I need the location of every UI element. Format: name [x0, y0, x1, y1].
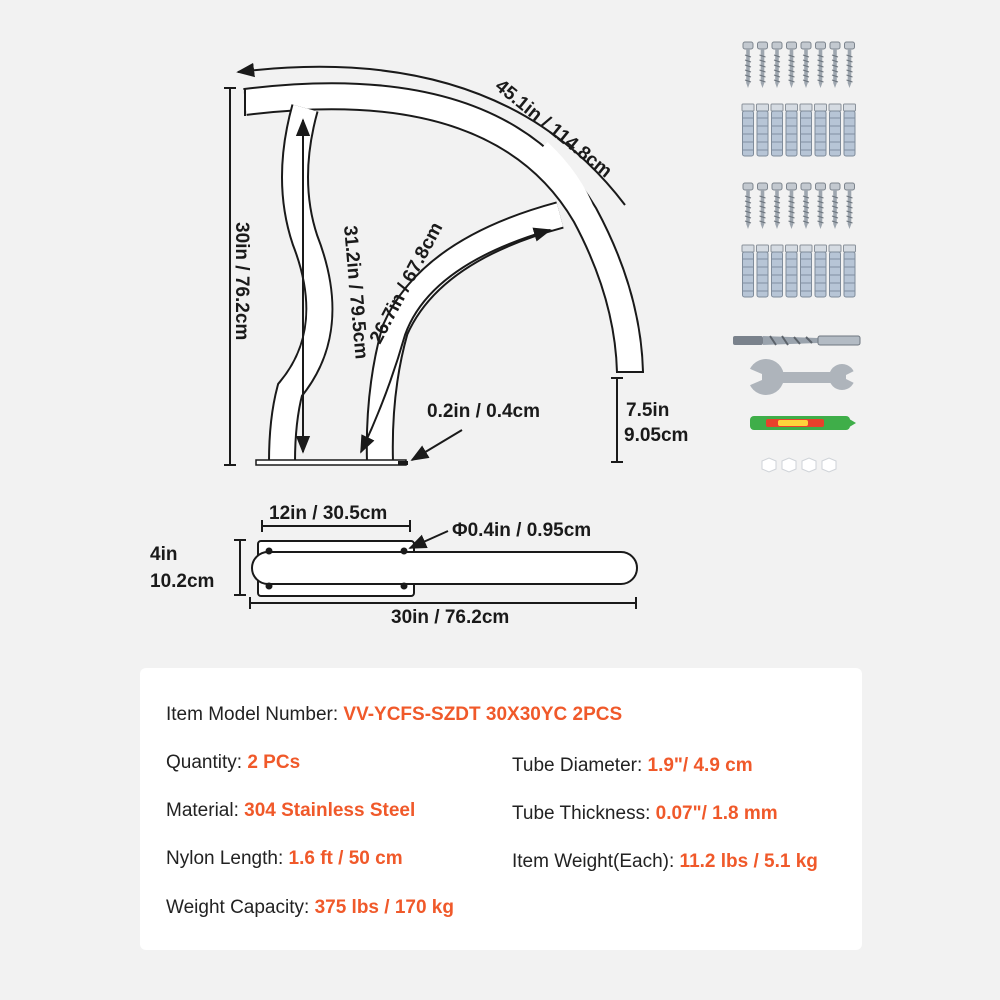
- wall-anchors-set-1: [742, 104, 856, 156]
- anchor-icon: [844, 245, 856, 297]
- lag-screws-set-2: [743, 183, 855, 229]
- screw-icon: [772, 42, 782, 88]
- railing-base-plate: [256, 460, 406, 465]
- spec-model-label: Item Model Number:: [166, 704, 344, 725]
- screw-icon: [845, 183, 855, 229]
- screw-icon: [758, 183, 768, 229]
- anchor-icon: [742, 245, 754, 297]
- rail-tube-top-view: [252, 552, 637, 584]
- spec-quantity-value: 2 PCs: [247, 752, 301, 773]
- mount-hole: [401, 548, 408, 555]
- dim-height: 30in / 76.2cm: [231, 222, 252, 341]
- dim-plate-thickness: 0.2in / 0.4cm: [427, 401, 541, 422]
- anchor-icon: [844, 104, 856, 156]
- spec-tube-diameter-value: 1.9"/ 4.9 cm: [647, 755, 753, 776]
- spec-tube-thickness: [512, 803, 778, 825]
- screw-icon: [816, 42, 826, 88]
- lag-screws-set-1: [743, 42, 855, 88]
- dim-arc-length: 45.1in / 114.8cm: [490, 75, 616, 183]
- anchor-icon: [800, 245, 812, 297]
- screw-icon: [801, 183, 811, 229]
- spec-model-value: VV-YCFS-SZDT 30X30YC 2PCS: [343, 704, 623, 725]
- mount-hole: [401, 583, 408, 590]
- spec-material-label: Material:: [166, 800, 245, 821]
- anchor-icon: [829, 104, 841, 156]
- spec-material: [166, 800, 415, 822]
- dim-plate-length: 12in / 30.5cm: [269, 503, 388, 524]
- spec-item-weight-label: Item Weight(Each):: [512, 851, 680, 872]
- dim-brace-length: 26.7in / 67.8cm: [365, 219, 448, 348]
- cap-icon: [762, 458, 836, 472]
- mount-hole: [266, 548, 273, 555]
- anchor-icon: [829, 245, 841, 297]
- wall-anchors-set-2: [742, 245, 856, 297]
- screw-icon: [743, 42, 753, 88]
- dim-end-height-top: 7.5in: [626, 400, 670, 421]
- screw-icon: [816, 183, 826, 229]
- spec-nylon-length-value: 1.6 ft / 50 cm: [288, 848, 403, 869]
- screw-icon: [787, 42, 797, 88]
- screw-icon: [845, 42, 855, 88]
- anchor-icon: [786, 104, 798, 156]
- screw-icon: [830, 42, 840, 88]
- spec-tube-diameter-label: Tube Diameter:: [512, 755, 648, 776]
- spec-quantity-label: Quantity:: [166, 752, 248, 773]
- drill-bit-icon: [733, 336, 860, 345]
- dim-width-bottom: 10.2cm: [150, 571, 215, 592]
- spec-model: [166, 704, 622, 726]
- spec-nylon-length-label: Nylon Length:: [166, 848, 289, 869]
- spec-quantity: [166, 752, 300, 774]
- anchor-icon: [742, 104, 754, 156]
- wrench-icon: [748, 359, 856, 395]
- spec-tube-thickness-label: Tube Thickness:: [512, 803, 656, 824]
- dim-inner-curve: 31.2in / 79.5cm: [339, 224, 372, 361]
- screw-icon: [787, 183, 797, 229]
- anchor-icon: [786, 245, 798, 297]
- dim-hole-diameter: Φ0.4in / 0.95cm: [452, 520, 592, 541]
- spec-weight-capacity-label: Weight Capacity:: [166, 897, 315, 918]
- dim-width-top: 4in: [150, 544, 178, 565]
- anchor-icon: [757, 245, 769, 297]
- spec-tube-thickness-value: 0.07"/ 1.8 mm: [655, 803, 778, 824]
- level-icon: [750, 416, 856, 430]
- screw-icon: [801, 42, 811, 88]
- anchor-icon: [815, 104, 827, 156]
- anchor-icon: [800, 104, 812, 156]
- spec-weight-capacity-value: 375 lbs / 170 kg: [314, 897, 454, 918]
- dim-total-length: 30in / 76.2cm: [391, 607, 510, 628]
- anchor-icon: [771, 245, 783, 297]
- anchor-icon: [771, 104, 783, 156]
- screw-icon: [772, 183, 782, 229]
- screw-icon: [743, 183, 753, 229]
- dim-end-height-bottom: 9.05cm: [624, 425, 689, 446]
- spec-tube-diameter: [512, 755, 753, 777]
- anchor-icon: [815, 245, 827, 297]
- screw-icon: [830, 183, 840, 229]
- mount-hole: [266, 583, 273, 590]
- spec-item-weight: [512, 851, 818, 873]
- spec-weight-capacity: [166, 897, 454, 919]
- spec-nylon-length: [166, 848, 403, 870]
- spec-item-weight-value: 11.2 lbs / 5.1 kg: [679, 851, 818, 872]
- spec-material-value: 304 Stainless Steel: [244, 800, 416, 821]
- railing-top-view: [252, 541, 637, 596]
- anchor-icon: [757, 104, 769, 156]
- screw-icon: [758, 42, 768, 88]
